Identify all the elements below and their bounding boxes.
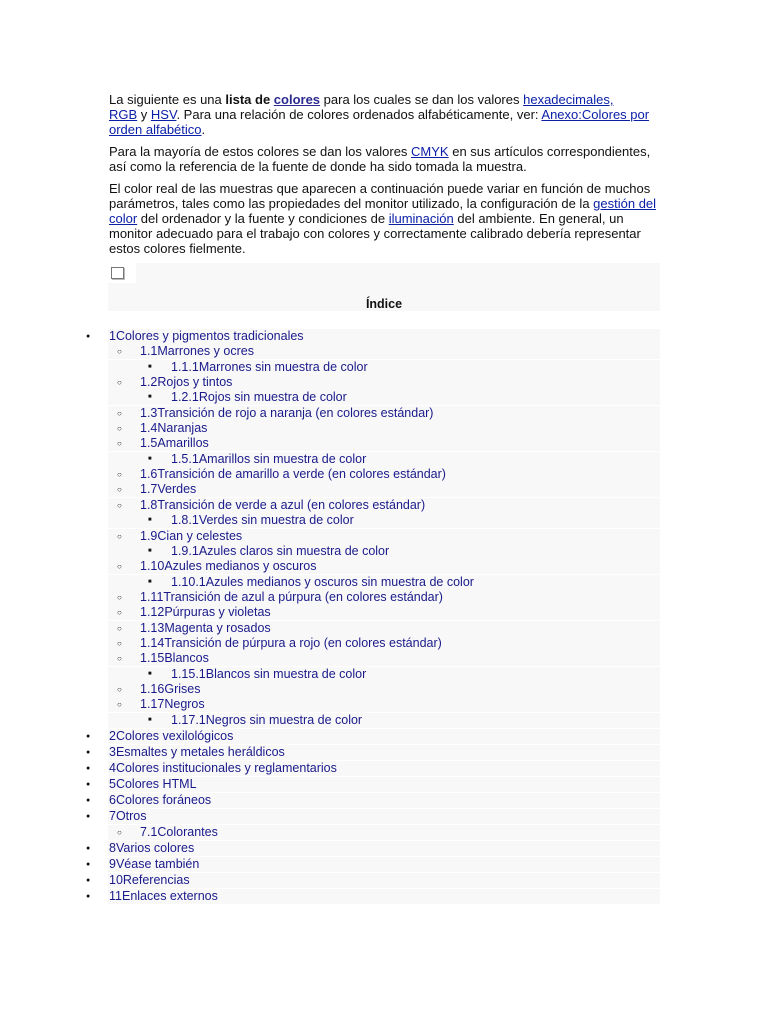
toc-item-1-1-1[interactable] xyxy=(171,360,368,375)
text: Para la mayoría de estos colores se dan los valores xyxy=(109,144,412,159)
list-bullet-icon: ○ xyxy=(117,409,122,418)
toc-item-5[interactable] xyxy=(109,777,197,792)
toc-item-1-5-1[interactable] xyxy=(171,452,366,467)
toc-item-label: Transición de rojo a naranja (en colores estándar) xyxy=(157,406,434,420)
toc-item-number: 4 xyxy=(109,761,116,775)
toc-item-number: 8 xyxy=(109,841,116,855)
toc-item-number: 1.3 xyxy=(140,406,158,420)
toc-row-background xyxy=(108,809,660,824)
list-bullet-icon: ○ xyxy=(117,624,122,633)
toc-item-number: 7 xyxy=(109,809,116,823)
toc-item-label: Amarillos xyxy=(157,436,209,450)
list-bullet-icon: ○ xyxy=(117,608,122,617)
toc-item-number: 5 xyxy=(109,777,116,791)
toc-item-4[interactable] xyxy=(109,761,337,776)
toc-item-number: 1.6 xyxy=(140,467,158,481)
toc-item-1-14[interactable] xyxy=(140,636,442,651)
toc-item-label: Transición de púrpura a rojo (en colores estándar) xyxy=(164,636,442,650)
text: del ordenador y la fuente y condiciones de xyxy=(137,211,389,226)
toc-item-label: Transición de verde a azul (en colores estándar) xyxy=(157,498,426,512)
toc-item-1-3[interactable] xyxy=(140,406,433,421)
toc-item-number: 7.1 xyxy=(140,825,158,839)
link-hexadecimales[interactable]: hexadecimales, xyxy=(523,92,614,107)
text: para los cuales se dan los valores xyxy=(320,92,524,107)
toc-item-1-15-1[interactable] xyxy=(171,667,366,682)
toc-item-1[interactable] xyxy=(109,329,304,344)
article-intro xyxy=(109,92,661,263)
toc-item-label: Referencias xyxy=(122,873,190,887)
toc-item-1-13[interactable] xyxy=(140,621,271,636)
toc-item-label: Marrones sin muestra de color xyxy=(198,360,368,374)
toc-item-1-17-1[interactable] xyxy=(171,713,362,728)
toc-item-number: 9 xyxy=(109,857,116,871)
toc-item-number: 2 xyxy=(109,729,116,743)
toc-item-1-2-1[interactable] xyxy=(171,390,347,405)
link-gestion-del-color[interactable]: gestión del color xyxy=(109,196,657,226)
toc-item-7[interactable] xyxy=(109,809,147,824)
toc-item-1-10[interactable] xyxy=(140,559,317,574)
list-bullet-icon: ● xyxy=(86,781,91,788)
link-rgb[interactable]: RGB xyxy=(109,107,138,122)
toc-item-label: Enlaces externos xyxy=(121,889,218,903)
text: del ambiente. En general, un monitor adecuado para el trabajo con colores y correctamente calibrado debería representar estos colores fielmente. xyxy=(109,211,641,256)
toc-item-1-10-1[interactable] xyxy=(171,575,474,590)
toc-item-1-15[interactable] xyxy=(140,651,209,666)
list-bullet-icon: ■ xyxy=(148,717,152,723)
toc-item-number: 1.2 xyxy=(140,375,158,389)
list-bullet-icon: ○ xyxy=(117,593,122,602)
toc-item-label: Véase también xyxy=(115,857,200,871)
toc-item-number: 1.12 xyxy=(140,605,165,619)
toc-item-label: Negros sin muestra de color xyxy=(205,713,363,727)
toc-item-1-12[interactable] xyxy=(140,605,271,620)
text: El color real de las muestras que aparecen a continuación puede variar en función de muchos parámetros, tales como las propiedades del monitor utilizado, la configuración de la xyxy=(109,181,651,211)
toc-item-number: 1.9 xyxy=(140,529,158,543)
list-bullet-icon: ○ xyxy=(117,532,122,541)
toc-item-number: 1.8 xyxy=(140,498,158,512)
toc-item-label: Azules claros sin muestra de color xyxy=(198,544,390,558)
toc-item-1-6[interactable] xyxy=(140,467,446,482)
text: en sus artículos correspondientes, así como la referencia de la fuente de donde ha sido tomada la muestra. xyxy=(109,144,651,174)
toc-item-label: Transición de amarillo a verde (en colores estándar) xyxy=(157,467,446,481)
link-iluminacion[interactable]: iluminación xyxy=(388,211,454,226)
toc-item-9[interactable] xyxy=(109,857,199,872)
toc-item-label: Rojos sin muestra de color xyxy=(198,390,347,404)
toc-item-label: Colores HTML xyxy=(115,777,197,791)
list-bullet-icon: ○ xyxy=(117,501,122,510)
toc-item-11[interactable] xyxy=(109,889,218,904)
bold-text: lista de xyxy=(225,92,274,107)
text: . xyxy=(201,122,206,137)
list-bullet-icon: ● xyxy=(86,877,91,884)
list-bullet-icon: ● xyxy=(86,861,91,868)
list-bullet-icon: ■ xyxy=(148,579,152,585)
toc-item-label: Verdes xyxy=(157,482,197,496)
list-bullet-icon: ■ xyxy=(148,364,152,370)
toc-item-1-1[interactable] xyxy=(140,344,254,359)
toc-item-number: 3 xyxy=(109,745,116,759)
text: y xyxy=(137,107,151,122)
toc-item-number: 1.8.1 xyxy=(171,513,199,527)
toc-item-label: Naranjas xyxy=(157,421,208,435)
toc-item-label: Blancos sin muestra de color xyxy=(205,667,367,681)
toc-item-label: Púrpuras y violetas xyxy=(164,605,271,619)
toc-item-number: 11 xyxy=(109,889,122,903)
list-bullet-icon: ○ xyxy=(117,654,122,663)
toc-toggle-cell xyxy=(108,263,136,283)
toc-item-label: Magenta y rosados xyxy=(164,621,271,635)
toc-item-label: Colorantes xyxy=(157,825,218,839)
list-bullet-icon: ● xyxy=(86,893,91,900)
toc-toggle-checkbox[interactable] xyxy=(111,267,124,279)
toc-item-1-5[interactable] xyxy=(140,436,209,451)
toc-item-1-9-1[interactable] xyxy=(171,544,389,559)
toc-item-number: 6 xyxy=(109,793,116,807)
list-bullet-icon: ■ xyxy=(148,456,152,462)
list-bullet-icon: ■ xyxy=(148,517,152,523)
toc-item-label: Blancos xyxy=(164,651,209,665)
toc-item-1-2[interactable] xyxy=(140,375,232,390)
toc-header xyxy=(108,263,660,311)
intro-paragraph-2 xyxy=(109,144,661,174)
list-bullet-icon: ○ xyxy=(117,700,122,709)
toc-item-label: Colores foráneos xyxy=(115,793,212,807)
list-bullet-icon: ■ xyxy=(148,548,152,554)
link-colores[interactable]: colores xyxy=(273,92,321,107)
toc-item-number: 1.4 xyxy=(140,421,158,435)
list-bullet-icon: ■ xyxy=(148,394,152,400)
list-bullet-icon: ○ xyxy=(117,424,122,433)
toc-item-6[interactable] xyxy=(109,793,211,808)
list-bullet-icon: ● xyxy=(86,813,91,820)
list-bullet-icon: ● xyxy=(86,733,91,740)
toc-item-label: Azules medianos y oscuros xyxy=(164,559,317,573)
toc-item-label: Negros xyxy=(164,697,205,711)
toc-item-8[interactable] xyxy=(109,841,194,856)
toc-item-label: Varios colores xyxy=(115,841,195,855)
toc-item-number: 1.15.1 xyxy=(171,667,206,681)
toc-item-10[interactable] xyxy=(109,873,190,888)
toc-item-1-8-1[interactable] xyxy=(171,513,354,528)
list-bullet-icon: ○ xyxy=(117,470,122,479)
toc-item-number: 1.17 xyxy=(140,697,165,711)
toc-item-label: Rojos y tintos xyxy=(157,375,233,389)
toc-title: Índice xyxy=(365,297,403,311)
list-bullet-icon: ● xyxy=(86,797,91,804)
toc-row-background xyxy=(108,873,660,888)
list-bullet-icon: ● xyxy=(86,749,91,756)
list-bullet-icon: ○ xyxy=(117,378,122,387)
toc-item-1-4[interactable] xyxy=(140,421,207,436)
toc-item-label: Grises xyxy=(164,682,201,696)
toc-item-number: 1.5.1 xyxy=(171,452,199,466)
toc-item-1-11[interactable] xyxy=(140,590,443,605)
toc-item-number: 1.1 xyxy=(140,344,158,358)
toc-item-label: Esmaltes y metales heráldicos xyxy=(115,745,285,759)
intro-paragraph-3 xyxy=(109,181,661,256)
toc-item-number: 1.10.1 xyxy=(171,575,206,589)
list-bullet-icon: ○ xyxy=(117,439,122,448)
toc-item-number: 1.13 xyxy=(140,621,165,635)
toc-item-label: Marrones y ocres xyxy=(157,344,254,358)
toc-item-number: 1.1.1 xyxy=(171,360,199,374)
list-bullet-icon: ○ xyxy=(117,639,122,648)
intro-paragraph-1 xyxy=(109,92,661,137)
toc-item-label: Otros xyxy=(115,809,147,823)
toc-item-number: 1.2.1 xyxy=(171,390,199,404)
toc-item-3[interactable] xyxy=(109,745,285,760)
text: . Para una relación de colores ordenados alfabéticamente, ver: xyxy=(176,107,542,122)
list-bullet-icon: ■ xyxy=(148,671,152,677)
toc-item-label: Verdes sin muestra de color xyxy=(198,513,354,527)
link-anexo-colores[interactable]: Anexo:Colores por orden alfabético xyxy=(109,107,650,137)
toc-item-number: 1.17.1 xyxy=(171,713,206,727)
list-bullet-icon: ○ xyxy=(117,828,122,837)
toc-item-1-17[interactable] xyxy=(140,697,205,712)
toc-item-label: Colores institucionales y reglamentarios xyxy=(115,761,337,775)
link-hsv[interactable]: HSV xyxy=(150,107,177,122)
toc-item-number: 1.10 xyxy=(140,559,165,573)
list-bullet-icon: ● xyxy=(86,845,91,852)
toc-item-number: 1.7 xyxy=(140,482,158,496)
toc-item-number: 1.16 xyxy=(140,682,165,696)
list-bullet-icon: ● xyxy=(86,333,91,340)
toc-item-label: Colores vexilológicos xyxy=(115,729,234,743)
toc-item-label: Colores y pigmentos tradicionales xyxy=(115,329,304,343)
link-cmyk[interactable]: CMYK xyxy=(411,144,449,159)
list-bullet-icon: ○ xyxy=(117,347,122,356)
list-bullet-icon: ● xyxy=(86,765,91,772)
text: La siguiente es una xyxy=(109,92,226,107)
toc-item-label: Cian y celestes xyxy=(157,529,243,543)
toc-item-number: 1 xyxy=(109,329,116,343)
toc-item-1-8[interactable] xyxy=(140,498,425,513)
toc-item-number: 1.14 xyxy=(140,636,165,650)
toc-item-label: Azules medianos y oscuros sin muestra de color xyxy=(205,575,474,589)
toc-item-7-1[interactable] xyxy=(140,825,218,840)
toc-item-2[interactable] xyxy=(109,729,233,744)
list-bullet-icon: ○ xyxy=(117,485,122,494)
toc-item-number: 10 xyxy=(109,873,123,887)
toc-item-1-7[interactable] xyxy=(140,482,196,497)
toc-item-number: 1.9.1 xyxy=(171,544,199,558)
list-bullet-icon: ○ xyxy=(117,685,122,694)
toc-item-number: 1.11 xyxy=(140,590,164,604)
toc-item-label: Amarillos sin muestra de color xyxy=(198,452,367,466)
toc-item-number: 1.15 xyxy=(140,651,165,665)
toc-item-1-16[interactable] xyxy=(140,682,200,697)
toc-item-1-9[interactable] xyxy=(140,529,242,544)
toc-item-number: 1.5 xyxy=(140,436,158,450)
toc-item-label: Transición de azul a púrpura (en colores estándar) xyxy=(163,590,443,604)
list-bullet-icon: ○ xyxy=(117,562,122,571)
